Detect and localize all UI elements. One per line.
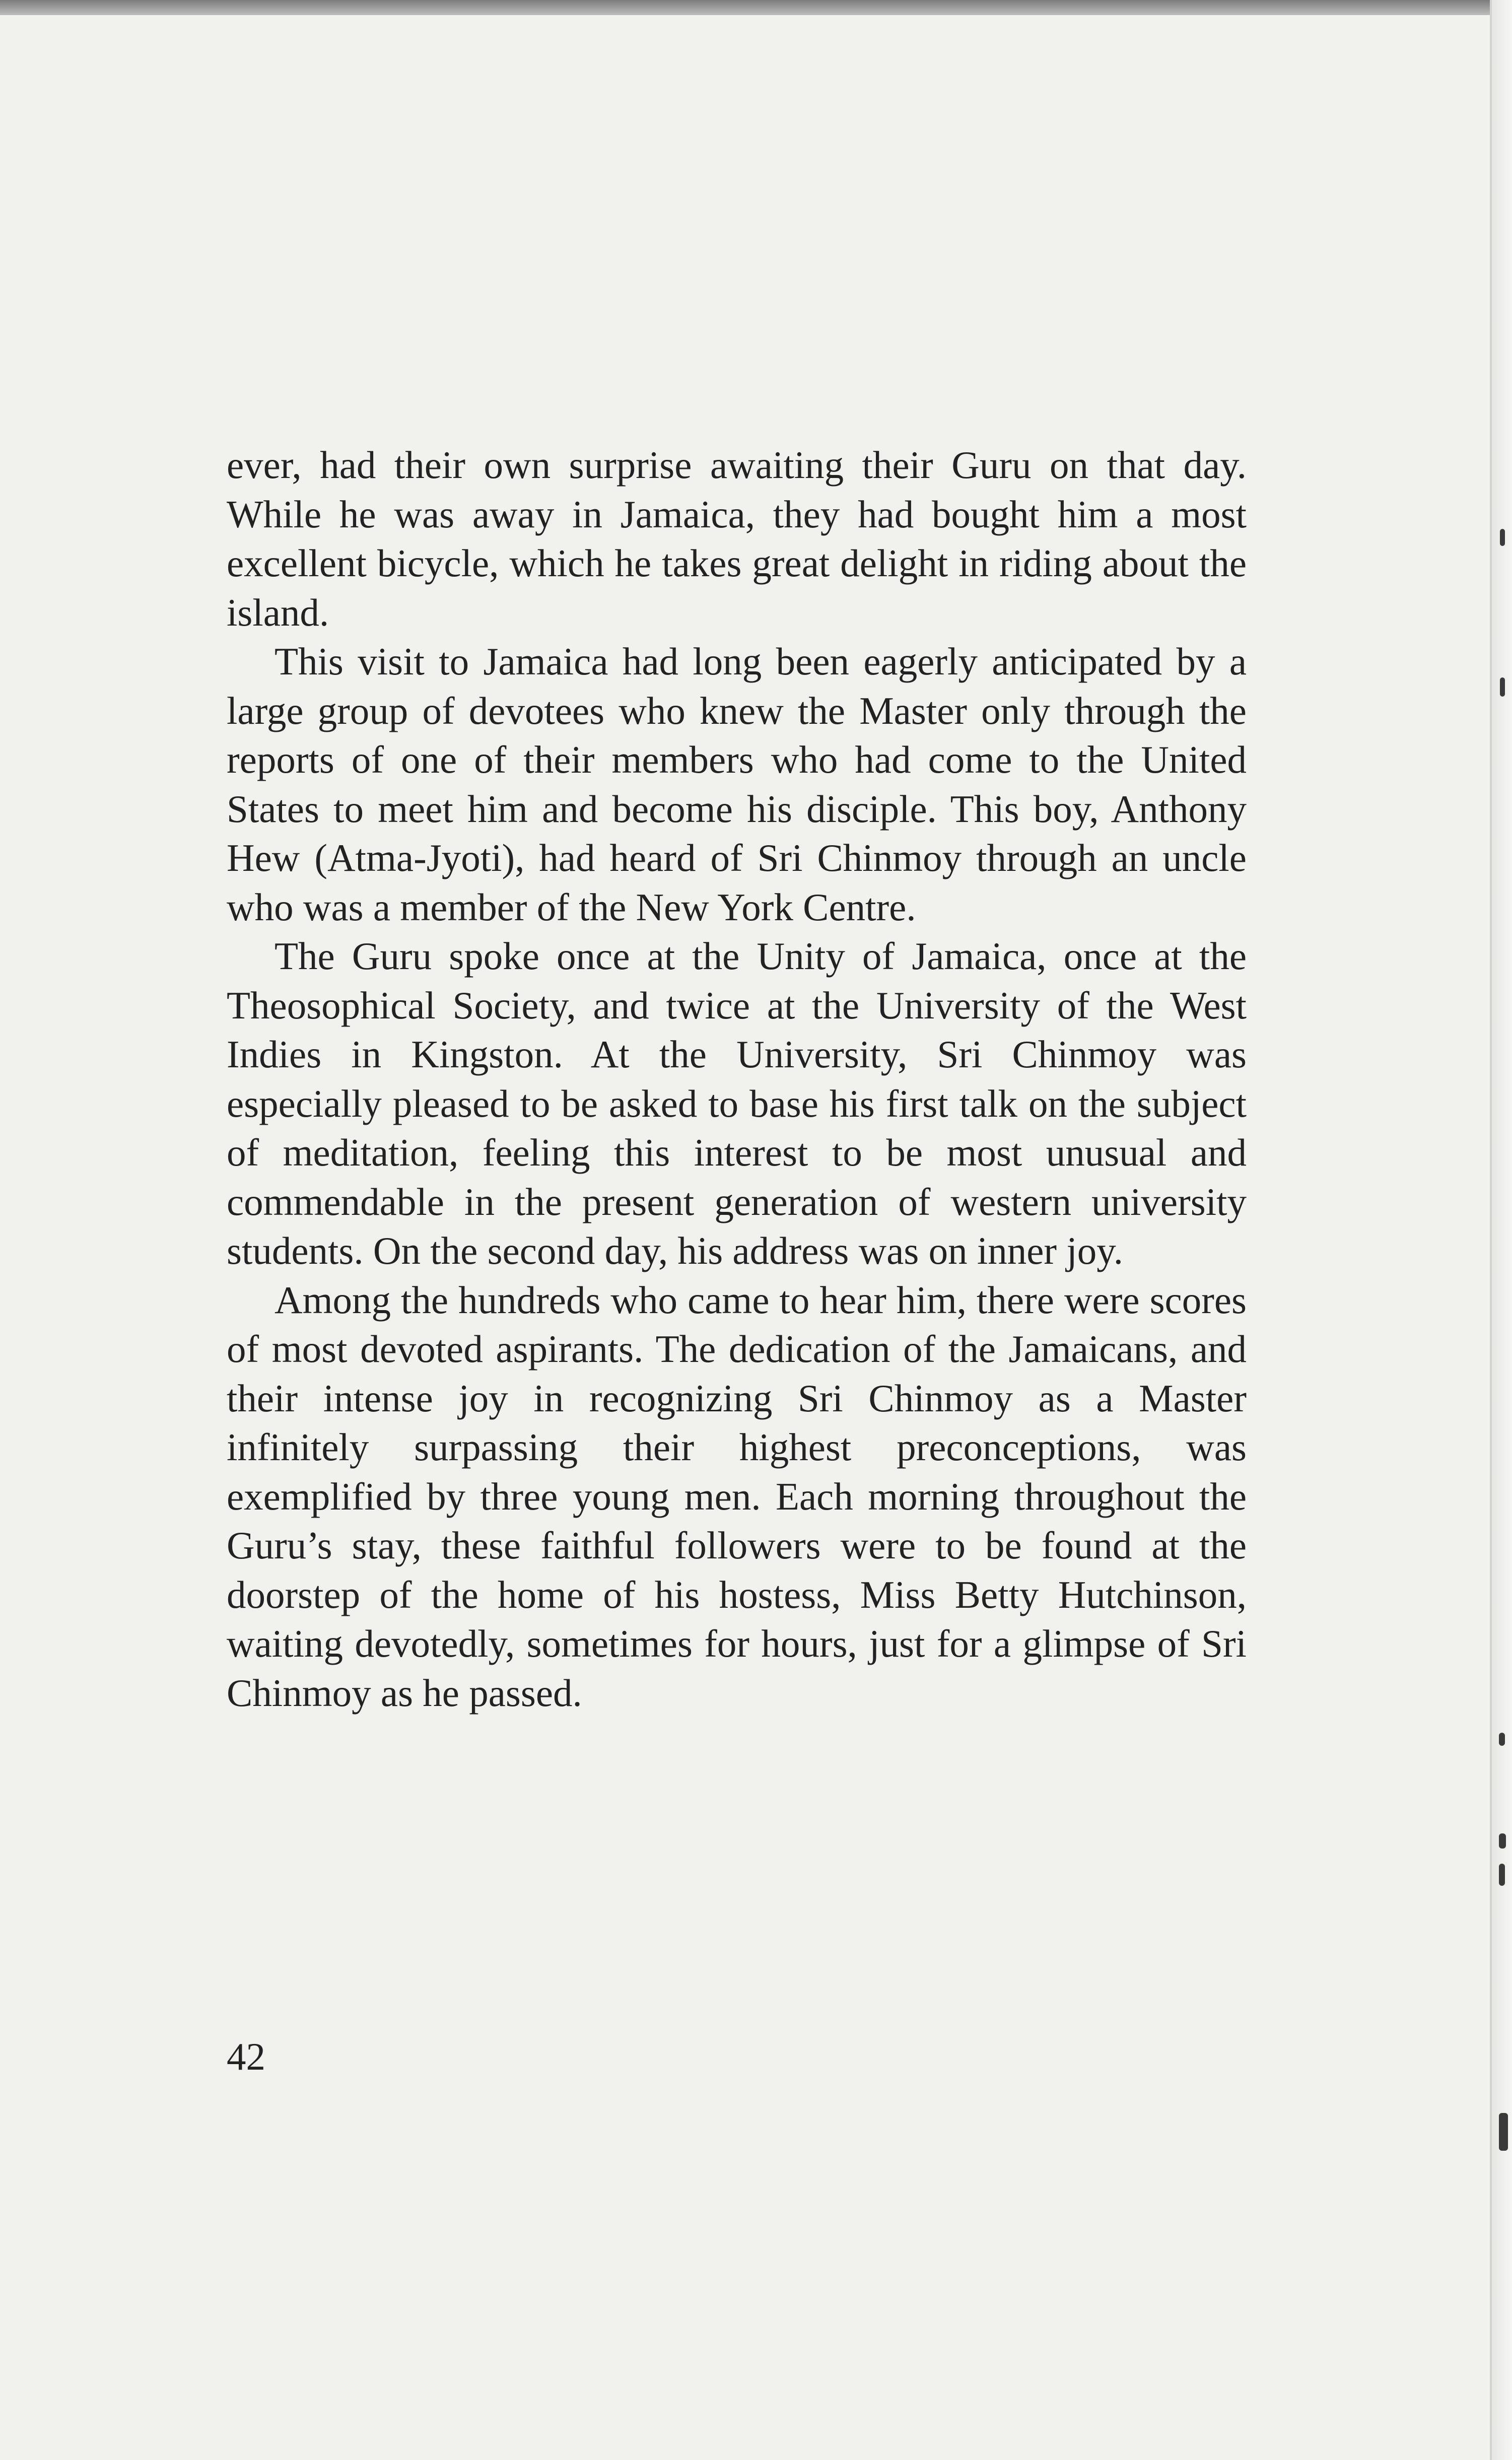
paragraph-3: The Guru spoke once at the Unity of Jamaica, once at the Theosophical Society, and twice at the University of the West Indies in Kingston. At the University, Sri Chinmoy was especially pleased to be asked to base his first talk on the subject of meditation, feeling this interest to be most unusual and commendable in the present generation of western university students. On the second day, his address was on inner joy. bbox=[227, 934, 1247, 1272]
paragraph-2: This visit to Jamaica had long been eagerly anticipated by a large group of devotees who knew the Master only through the reports of one of their members who had come to the United States to meet him and become his disciple. This boy, Anthony Hew (Atma-Jyoti), had heard of Sri Chinmoy through an uncle who was a member of the New York Centre. bbox=[227, 640, 1247, 929]
page-number: 42 bbox=[227, 2035, 265, 2078]
edge-mark bbox=[1499, 2113, 1508, 2151]
body-text bbox=[227, 441, 1247, 1718]
page-top-edge bbox=[0, 0, 1512, 15]
edge-mark bbox=[1499, 1733, 1505, 1746]
edge-mark bbox=[1500, 677, 1505, 697]
page-binding-edge bbox=[1490, 0, 1512, 2460]
paragraph-4: Among the hundreds who came to hear him, there were scores of most devoted aspirants. The dedication of the Jamaicans, and their intense joy in recognizing Sri Chinmoy as a Master infinitely surpassing their highest preconceptions, was exemplified by three young men. Each morning throughout the Guru’s stay, these faithful followers were to be found at the doorstep of the home of his hostess, Miss Betty Hutchinson, waiting devotedly, sometimes for hours, just for a glimpse of Sri Chinmoy as he passed. bbox=[227, 1278, 1247, 1715]
paragraph-1: ever, had their own surprise awaiting their Guru on that day. While he was away in Jamaica, they had bought him a most excellent bicycle, which he takes great delight in riding about the island. bbox=[227, 443, 1247, 634]
edge-mark bbox=[1500, 529, 1505, 546]
edge-mark bbox=[1499, 1864, 1505, 1886]
edge-mark bbox=[1499, 1833, 1506, 1849]
